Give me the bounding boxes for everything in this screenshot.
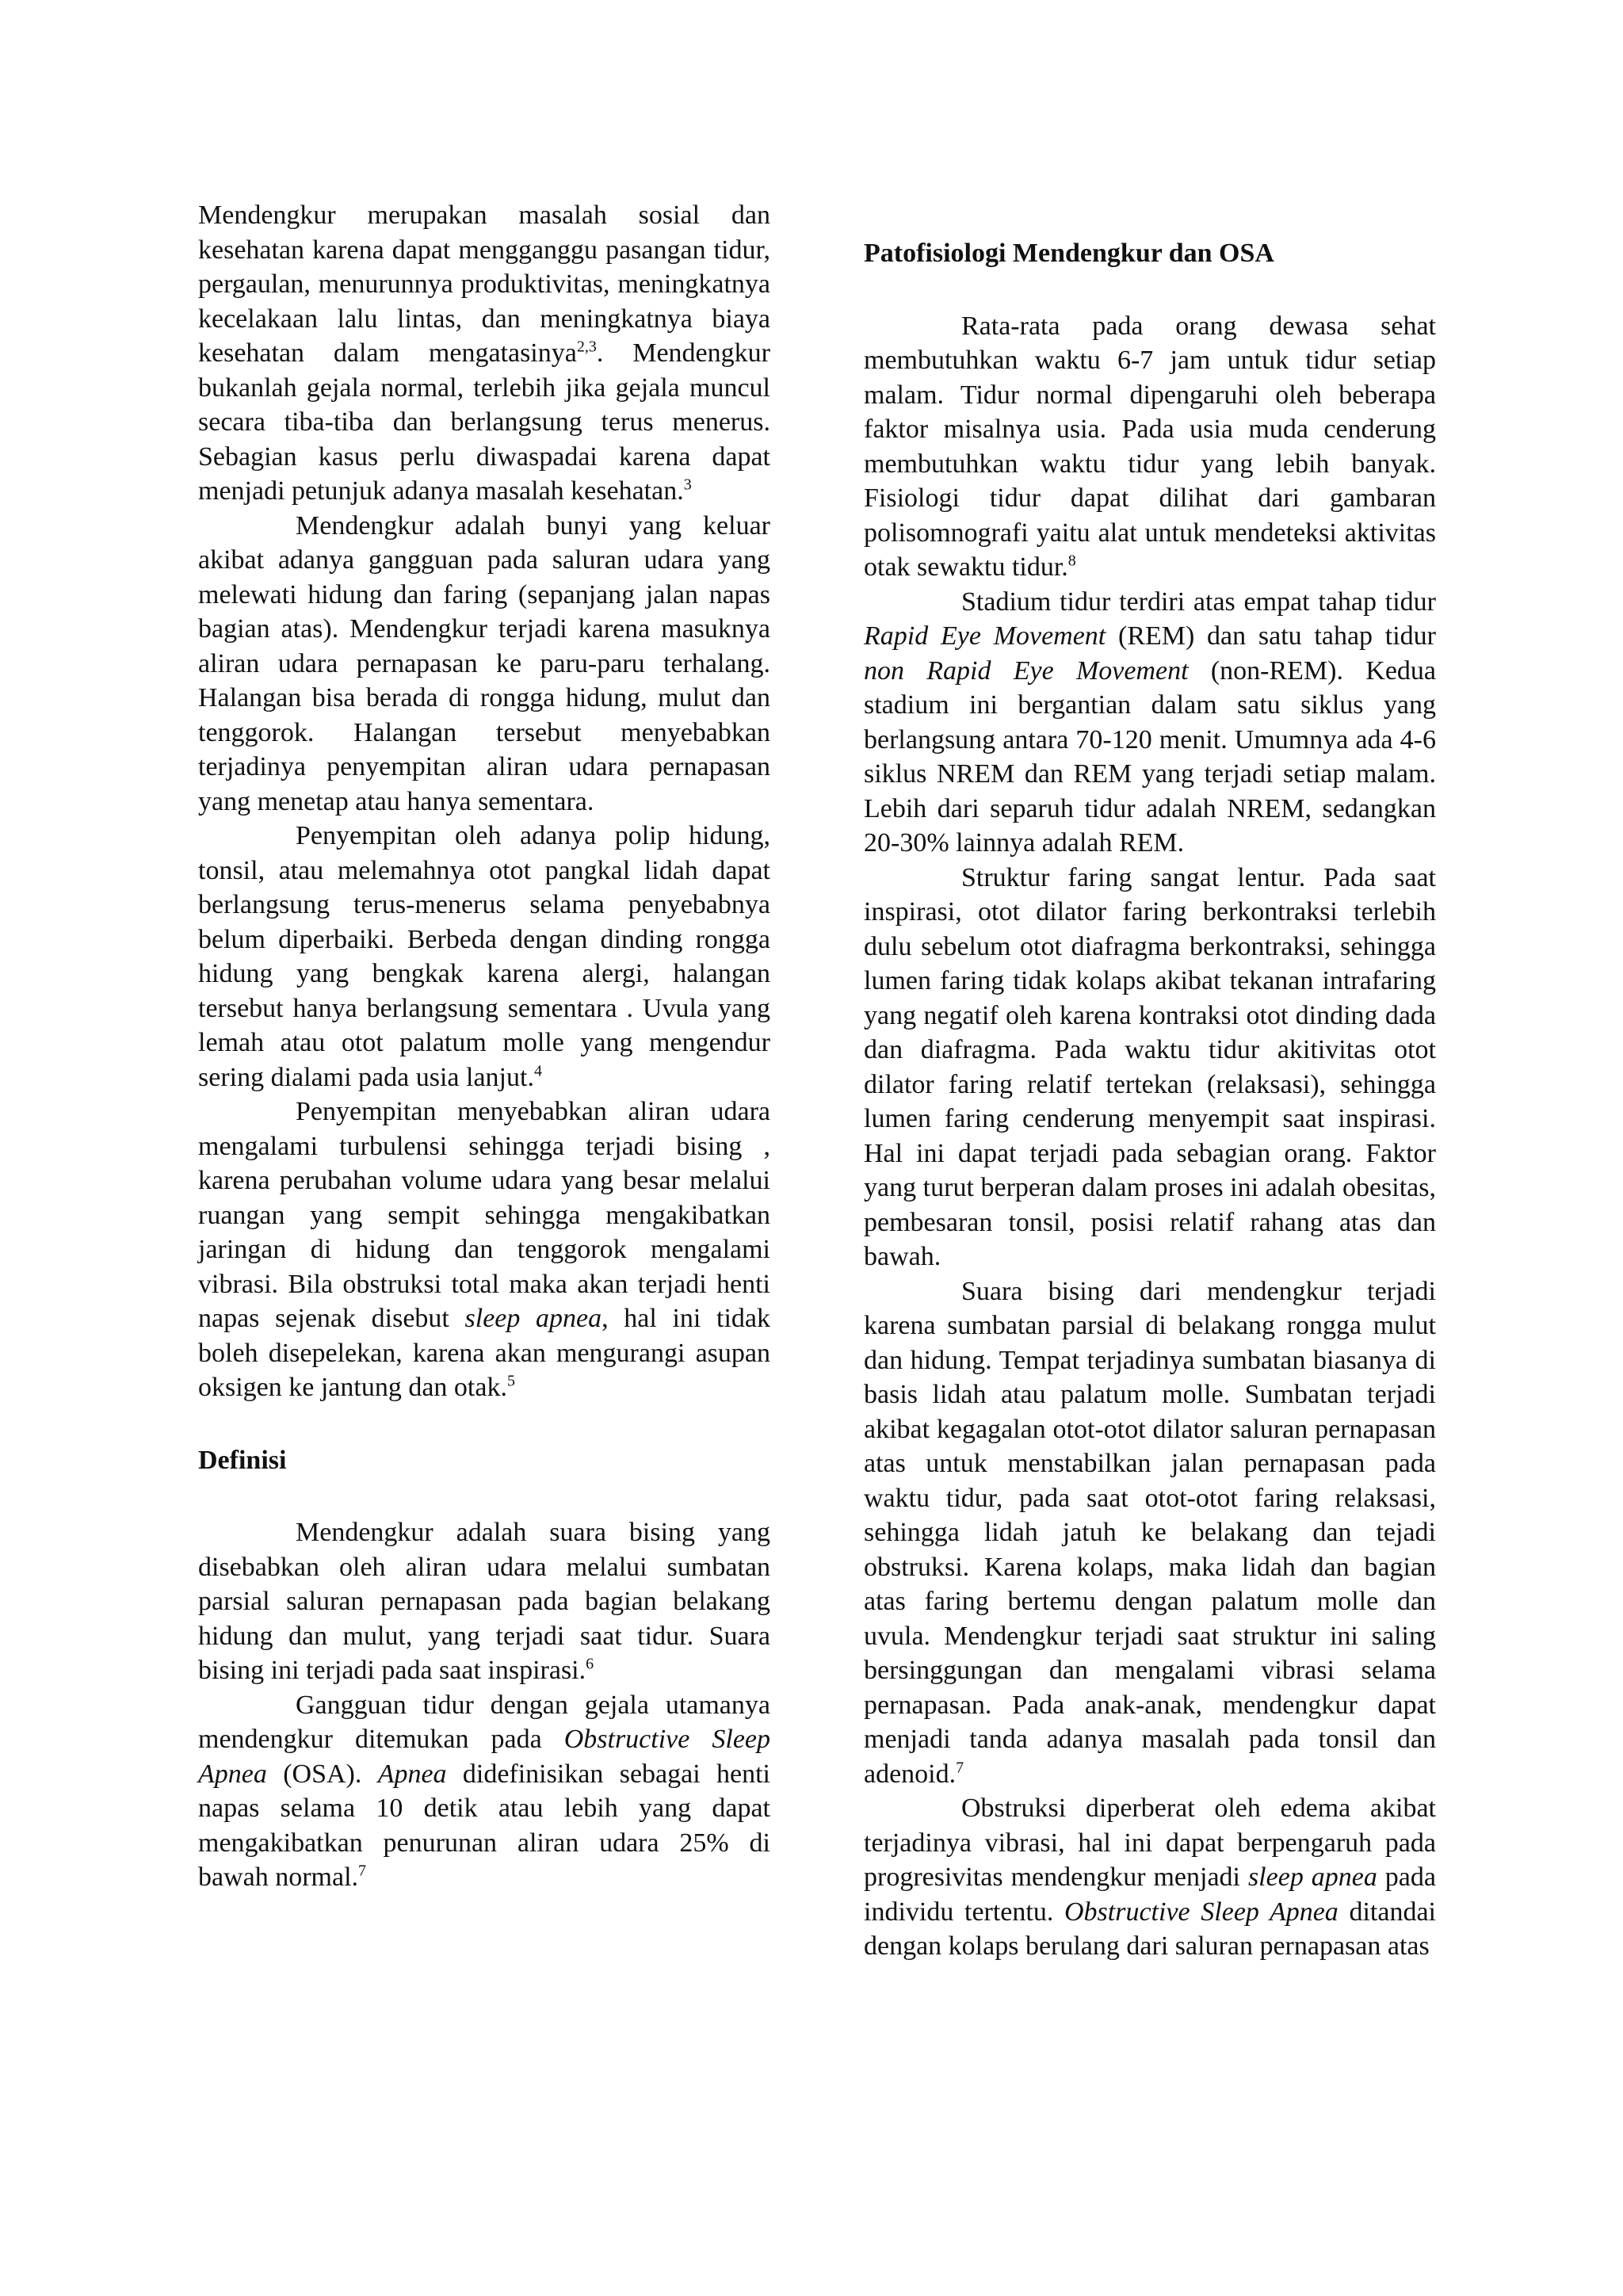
right-paragraph-4	[864, 1274, 1436, 1792]
italic-term: Obstructive Sleep Apnea	[198, 1725, 770, 1789]
text-run: pada individu tertentu.	[864, 1862, 1436, 1927]
left-paragraph-3	[198, 819, 770, 1095]
text-run: Stadium tidur terdiri atas empat tahap tidur	[961, 586, 1436, 617]
text-run: didefinisikan sebagai henti napas selama 10 detik atau lebih yang dapat mengakibatkan penurunan aliran udara 25% di bawah normal.	[198, 1759, 770, 1892]
right-paragraph-3: Struktur faring sangat lentur. Pada saat inspirasi, otot dilator faring berkontraksi terlebih dulu sebelum otot diafragma berkontraksi, sehingga lumen faring tidak kolaps akibat tekanan intrafaring yang negatif oleh karena kontraksi otot dinding dada dan diafragma. Pada waktu tidur akitivitas otot dilator faring relatif tertekan (relaksasi), sehingga lumen faring cenderung menyempit saat inspirasi. Hal ini dapat terjadi pada sebagian orang. Faktor yang turut berperan dalam proses ini adalah obesitas, pembesaran tonsil, posisi relatif rahang atas dan bawah.	[864, 862, 1436, 1271]
citation-superscript: 2,3	[576, 338, 597, 356]
right-paragraph-2	[864, 585, 1436, 861]
citation-superscript: 8	[1067, 552, 1076, 570]
citation-superscript: 6	[586, 1655, 594, 1673]
citation-superscript: 4	[533, 1062, 542, 1080]
text-run: Rata-rata pada orang dewasa sehat membutuhkan waktu 6-7 jam untuk tidur setiap malam. Tidur normal dipengaruhi oleh beberapa faktor misalnya usia. Pada usia muda cenderung membutuhkan waktu tidur yang lebih banyak. Fisiologi tidur dapat dilihat dari gambaran polisomnografi yaitu alat untuk mendeteksi aktivitas otak sewaktu tidur.	[864, 311, 1436, 582]
right-column	[864, 198, 1436, 1964]
text-run: Penyempitan menyebabkan aliran udara mengalami turbulensi sehingga terjadi bising , karena perubahan volume udara yang besar melalui ruangan yang sempit sehingga mengakibatkan jaringan di hidung dan tenggorok mengalami vibrasi. Bila obstruksi total maka akan terjadi henti napas sejenak disebut	[198, 1097, 770, 1333]
text-run: . Mendengkur bukanlah gejala normal, terlebih jika gejala muncul secara tiba-tiba dan berlangsung terus menerus. Sebagian kasus perlu diwaspadai karena dapat menjadi petunjuk adanya masalah kesehatan.	[198, 338, 770, 506]
text-run: Obstruksi diperberat oleh edema akibat terjadinya vibrasi, hal ini dapat berpengaruh pada progresivitas mendengkur menjadi	[864, 1794, 1436, 1892]
text-run: Penyempitan oleh adanya polip hidung, tonsil, atau melemahnya otot pangkal lidah dapat berlangsung terus-menerus selama penyebabnya belum diperbaiki. Berbeda dengan dinding rongga hidung yang bengkak karena alergi, halangan tersebut hanya berlangsung sementara . Uvula yang lemah atau otot palatum molle yang mengendur sering dialami pada usia lanjut.	[198, 821, 770, 1092]
citation-superscript: 5	[506, 1372, 515, 1390]
left-column	[198, 198, 770, 1895]
section-heading-definisi: Definisi	[198, 1445, 287, 1475]
text-run: ditandai dengan kolaps berulang dari saluran pernapasan atas	[864, 1897, 1436, 1961]
italic-term: sleep apnea	[464, 1304, 602, 1333]
text-run: Mendengkur adalah suara bising yang disebabkan oleh aliran udara melalui sumbatan parsial saluran pernapasan pada bagian belakang hidung dan mulut, yang terjadi saat tidur. Suara bising ini terjadi pada saat inspirasi.	[198, 1518, 770, 1685]
text-run: Suara bising dari mendengkur terjadi karena sumbatan parsial di belakang rongga mulut dan hidung. Tempat terjadinya sumbatan biasanya di basis lidah atau palatum molle. Sumbatan terjadi akibat kegagalan otot-otot dilator saluran pernapasan atas untuk menstabilkan jalan pernapasan pada waktu tidur, pada saat otot-otot faring relaksasi, sehingga lidah jatuh ke belakang dan tejadi obstruksi. Karena kolaps, maka lidah dan bagian atas faring bertemu dengan palatum molle dan uvula. Mendengkur terjadi saat struktur ini saling bersinggungan dan mengalami vibrasi selama pernapasan. Pada anak-anak, mendengkur dapat menjadi tanda adanya masalah pada tonsil dan adenoid.	[864, 1276, 1436, 1789]
left-paragraph-4	[198, 1095, 770, 1405]
text-run: Gangguan tidur dengan gejala utamanya mendengkur ditemukan pada	[198, 1690, 770, 1754]
right-paragraph-1	[864, 309, 1436, 585]
italic-term: Apnea	[377, 1759, 447, 1789]
left-paragraph-2: Mendengkur adalah bunyi yang keluar akibat adanya gangguan pada saluran udara yang melewati hidung dan faring (sepanjang jalan napas bagian atas). Mendengkur terjadi karena masuknya aliran udara pernapasan ke paru-paru terhalang. Halangan bisa berada di rongga hidung, mulut dan tenggorok. Halangan tersebut menyebabkan terjadinya penyempitan aliran udara pernapasan yang menetap atau hanya sementara.	[198, 510, 770, 816]
left-paragraph-5	[198, 1515, 770, 1688]
text-run: , hal ini tidak boleh disepelekan, karena akan mengurangi asupan oksigen ke jantung dan otak.	[198, 1304, 771, 1402]
text-run: Mendengkur merupakan masalah sosial dan kesehatan karena dapat mengganggu pasangan tidur, pergaulan, menurunnya produktivitas, meningkatnya kecelakaan lalu lintas, dan meningkatnya biaya kesehatan dalam mengatasinya	[198, 201, 770, 368]
text-run: (REM) dan satu tahap tidur	[1106, 621, 1436, 651]
left-paragraph-1	[198, 198, 770, 509]
section-heading-patofisiologi: Patofisiologi Mendengkur dan OSA	[864, 239, 1274, 268]
right-paragraph-5	[864, 1791, 1436, 1964]
citation-superscript: 7	[956, 1759, 964, 1777]
text-run: (OSA).	[266, 1759, 378, 1789]
italic-term: sleep apnea	[1247, 1862, 1377, 1892]
left-paragraph-6	[198, 1688, 770, 1895]
italic-term: non Rapid Eye Movement	[864, 655, 1189, 686]
citation-superscript: 7	[358, 1862, 367, 1880]
italic-term: Rapid Eye Movement	[864, 621, 1106, 651]
citation-superscript: 3	[683, 476, 692, 494]
italic-term: Obstructive Sleep Apnea	[1064, 1897, 1338, 1927]
text-run: (non-REM). Kedua stadium ini bergantian dalam satu siklus yang berlangsung antara 70-120 menit. Umumnya ada 4-6 siklus NREM dan REM yang terjadi setiap malam. Lebih dari separuh tidur adalah NREM, sedangkan 20-30% lainnya adalah REM.	[864, 655, 1436, 858]
